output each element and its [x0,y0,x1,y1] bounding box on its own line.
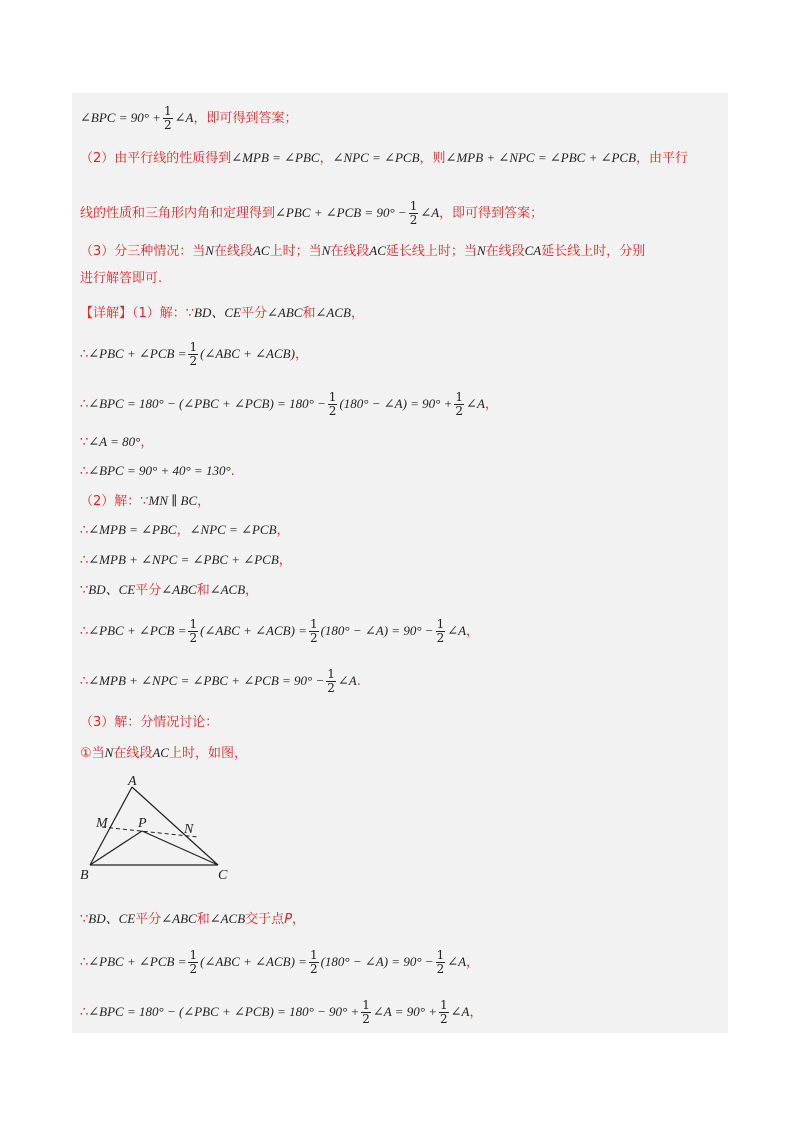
formula: MN ∥ BC [148,493,198,508]
therefore-symbol: ∴ [80,347,89,362]
therefore-symbol: ∴ [80,464,89,479]
formula: ∠A [420,205,440,220]
fraction [328,391,338,418]
formula: ∠A [447,623,467,638]
fraction-numerator: 1 [440,998,448,1012]
point-label: P [284,912,293,927]
fraction [188,341,198,368]
text: （3）分三种情况：当 [80,244,206,259]
formula: ∠MPB + ∠NPC = ∠PBC + ∠PCB [88,552,279,567]
because-symbol: ∵ [80,583,89,598]
fraction [454,391,464,418]
formula: ∠MPB + ∠NPC = ∠PBC + ∠PCB [445,150,637,165]
solution-label: （2）解：∵ [80,494,149,509]
text: . [356,674,361,689]
line-14 [80,580,258,601]
text: 平分 [241,306,268,321]
formula: ∠PBC + ∠PCB = [88,954,187,969]
formula: ∠A [174,110,194,125]
line-16 [80,668,361,695]
text: ， [197,494,211,509]
formula: ∠MPB = ∠PBC [88,522,177,537]
line-2 [80,148,688,169]
formula: ∠A = 90° + [372,1004,437,1019]
fraction-denominator: 2 [436,631,445,645]
text: 线的性质和三角形内角和定理得到 [80,206,276,221]
fraction-denominator: 2 [189,631,198,645]
fraction-denominator: 2 [409,213,418,227]
fraction-denominator: 2 [440,1012,448,1026]
formula: BD、CE [88,582,136,597]
text: ， [245,583,259,598]
formula: ∠ACB [315,305,351,320]
formula: BD、CE [88,911,136,926]
formula: ∠A [466,396,485,411]
fraction-numerator: 1 [436,617,445,631]
triangle-figure [80,775,250,887]
fraction-denominator: 2 [163,118,172,132]
line-20 [80,949,479,976]
fraction-numerator: 1 [455,390,464,404]
line-1 [80,105,297,132]
line-12 [80,520,290,541]
line-21 [80,999,483,1026]
formula: (∠ABC + ∠ACB) [200,346,295,361]
formula: (180° − ∠A) = 90° + [339,396,453,411]
text: ， [466,955,480,970]
formula: ∠ABC [161,582,197,597]
line-13 [80,550,292,571]
fraction [188,949,198,976]
line-18 [80,743,247,764]
fraction-numerator: 1 [409,199,418,213]
segment-pc [142,831,218,865]
text: 在线段 [330,244,370,259]
text: ， [294,347,308,362]
therefore-symbol: ∴ [80,1005,89,1020]
text: ，由平行 [636,151,689,166]
text: ， [292,912,306,927]
because-symbol: ∵ [80,912,89,927]
line-17 [80,713,218,733]
fraction [188,618,198,645]
fraction [436,949,446,976]
line-9 [80,432,153,453]
text: 和 [196,912,210,927]
line-7 [80,341,308,368]
formula: ∠NPC = ∠PCB [189,522,277,537]
fraction-numerator: 1 [163,104,172,118]
text: 上时；当 [269,244,322,259]
text: （2）由平行线的性质得到 [80,151,232,166]
formula: AC [252,243,270,258]
formula: ∠NPC = ∠PCB [332,150,420,165]
text: ，则 [419,151,446,166]
formula: ∠A [450,1004,470,1019]
formula: ∠PBC + ∠PCB = 90° − [275,205,407,220]
fraction-denominator: 2 [455,404,464,418]
formula: CA [524,243,542,258]
fraction [309,949,319,976]
line-3 [80,200,543,227]
text: 延长线上时，分别 [541,244,646,259]
formula: ∠BPC = 180° − (∠PBC + ∠PCB) = 180° − 90° + [88,1004,360,1019]
text: ， [466,624,480,639]
formula: ∠A = 80° [88,434,141,449]
text: 平分 [135,583,162,598]
formula: N [476,243,486,258]
fraction [439,999,449,1026]
text: 上时，如图， [168,746,247,761]
formula: ∠ACB [209,582,246,597]
line-15 [80,618,479,645]
formula: ∠ACB [209,911,246,926]
fraction-numerator: 1 [436,948,445,962]
text: （3）解：分情况讨论： [80,715,219,730]
fraction-numerator: 1 [309,948,318,962]
line-5 [80,269,162,289]
fraction-numerator: 1 [309,617,318,631]
text: 在线段 [485,244,525,259]
fraction-denominator: 2 [328,404,337,418]
fraction-numerator: 1 [189,340,198,354]
text: 和 [196,583,210,598]
formula: ∠MPB + ∠NPC = ∠PBC + ∠PCB = 90° − [88,673,325,688]
text: ①当 [80,746,105,761]
fraction-numerator: 1 [189,948,198,962]
fraction-denominator: 2 [436,962,445,976]
label-c: C [218,868,228,883]
line-19 [80,909,305,930]
line-10 [80,461,235,482]
text: ， [276,523,290,538]
fraction [409,200,419,227]
formula: ∠BPC = 90° + [80,110,161,125]
fraction-numerator: 1 [327,667,335,681]
document-page [72,93,728,1033]
fraction [436,618,446,645]
formula: AC [369,243,386,258]
formula: (180° − ∠A) = 90° − [320,623,434,638]
segment-bp [90,831,142,865]
line-6 [80,303,364,324]
text: 在线段 [113,746,153,761]
text: ， [350,306,364,321]
formula: ∠PBC + ∠PCB = [88,623,187,638]
therefore-symbol: ∴ [80,674,89,689]
therefore-symbol: ∴ [80,397,89,412]
label-m: M [96,816,108,831]
text: ， [176,523,190,538]
therefore-symbol: ∴ [80,955,89,970]
fraction-denominator: 2 [189,962,198,976]
text: ， [469,1005,483,1020]
formula: ∠A [337,673,357,688]
formula: ∠A [447,954,467,969]
label-b: B [80,868,89,883]
formula: N [104,745,114,760]
fraction-numerator: 1 [189,617,198,631]
text: 在线段 [213,244,253,259]
fraction [309,618,319,645]
formula: (∠ABC + ∠ACB) = [200,954,307,969]
fraction [361,999,371,1026]
text: 和 [302,306,316,321]
formula: (∠ABC + ∠ACB) = [200,623,307,638]
formula: ∠MPB = ∠PBC [231,150,320,165]
text: ，即可得到答案； [193,111,298,126]
therefore-symbol: ∴ [80,523,89,538]
fraction-numerator: 1 [328,390,337,404]
fraction [163,105,173,132]
fraction [326,668,336,695]
formula: ∠BPC = 180° − (∠PBC + ∠PCB) = 180° − [88,396,326,411]
label-a: A [128,775,137,789]
text: 延长线上时；当 [385,244,477,259]
text: ， [278,553,292,568]
text: ， [140,435,154,450]
fraction-denominator: 2 [362,1012,370,1026]
fraction-denominator: 2 [309,962,318,976]
label-p: P [138,816,147,831]
text: . [230,464,235,479]
text: ，即可得到答案； [439,206,544,221]
formula: (180° − ∠A) = 90° − [320,954,434,969]
formula: AC [152,745,169,760]
line-4 [80,241,645,262]
therefore-symbol: ∴ [80,553,89,568]
triangle-diagram [80,775,250,887]
text: 交于点 [245,912,285,927]
fraction-numerator: 1 [362,998,370,1012]
solution-label: 【详解】（1）解：∵ [80,306,195,321]
text: 进行解答即可. [80,271,163,286]
text: ， [319,151,333,166]
because-symbol: ∵ [80,435,89,450]
line-11 [80,491,210,512]
text: ， [484,397,498,412]
formula: N [321,243,331,258]
text: 平分 [135,912,162,927]
formula: N [205,243,214,258]
fraction-denominator: 2 [309,631,318,645]
formula: BD、CE [194,305,241,320]
formula: ∠ABC [267,305,303,320]
formula: ∠ABC [161,911,197,926]
formula: ∠PBC + ∠PCB = [88,346,187,361]
line-8 [80,391,498,418]
fraction-denominator: 2 [189,354,198,368]
label-n: N [184,822,194,837]
formula: ∠BPC = 90° + 40° = 130° [88,463,231,478]
fraction-denominator: 2 [327,681,335,695]
therefore-symbol: ∴ [80,624,89,639]
